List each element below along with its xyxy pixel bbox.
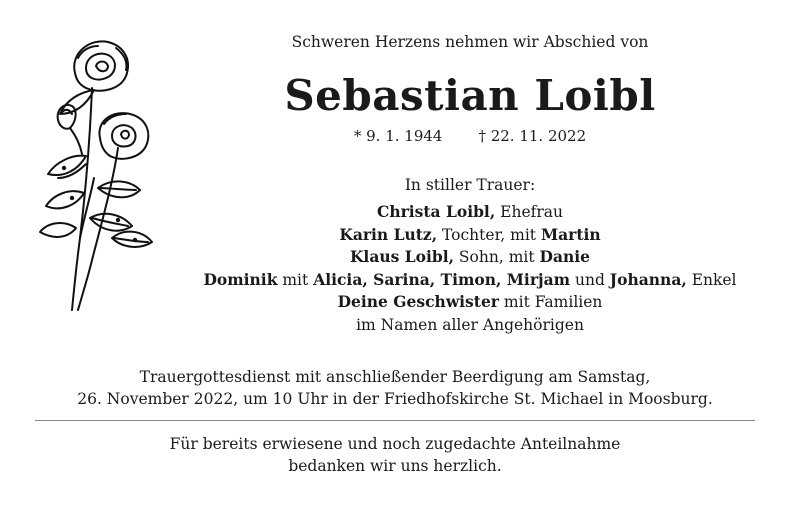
deceased-name: Sebastian Loibl <box>284 71 656 120</box>
death-date: † 22. 11. 2022 <box>478 127 587 145</box>
mourner-line <box>185 291 755 314</box>
mourner-name: Alicia, Sarina, Timon, Mirjam <box>313 269 571 289</box>
mourner-name: Martin <box>540 224 601 244</box>
mourner-name: Christa Loibl, <box>376 202 496 221</box>
mourner-name: Karin Lutz, <box>339 224 438 244</box>
mourner-name: Danie <box>539 247 591 266</box>
life-dates <box>185 127 755 145</box>
intro-text: Schweren Herzens nehmen wir Abschied von <box>291 33 649 51</box>
mourner-line <box>185 269 755 292</box>
mourner-line <box>185 246 755 269</box>
mourner-line <box>185 314 755 337</box>
thanks-line: bedanken wir uns herzlich. <box>288 457 502 475</box>
mourning-heading: In stiller Trauer: <box>404 176 536 194</box>
mourner-relation: Tochter, mit <box>437 225 541 244</box>
mourner-relation: und <box>570 270 610 289</box>
mourner-name: Dominik <box>203 269 278 289</box>
service-line: Trauergottesdienst mit anschließender Beerdigung am Samstag, <box>139 368 651 386</box>
thanks-text <box>30 433 760 477</box>
mourner-name: Deine Geschwister <box>337 292 499 311</box>
funeral-service-info <box>30 366 760 410</box>
mourner-relation: Sohn, mit <box>454 248 540 266</box>
mourner-relation: Ehefrau <box>495 203 563 221</box>
mourners-list <box>185 201 755 336</box>
divider <box>35 420 755 421</box>
thanks-line: Für bereits erwiesene und noch zugedachte Anteilnahme <box>169 435 621 453</box>
mourner-relation: mit Familien <box>498 293 603 311</box>
roses-illustration <box>20 28 170 313</box>
birth-date: * 9. 1. 1944 <box>353 127 443 145</box>
mourner-relation: Enkel <box>686 270 737 289</box>
mourner-line <box>185 224 755 247</box>
mourner-relation: im Namen aller Angehörigen <box>356 315 584 334</box>
mourner-name: Johanna, <box>609 269 687 289</box>
mourner-line <box>185 201 755 224</box>
service-line: 26. November 2022, um 10 Uhr in der Friedhofskirche St. Michael in Moosburg. <box>77 390 713 408</box>
mourner-relation: mit <box>277 270 314 289</box>
mourner-name: Klaus Loibl, <box>349 247 454 266</box>
